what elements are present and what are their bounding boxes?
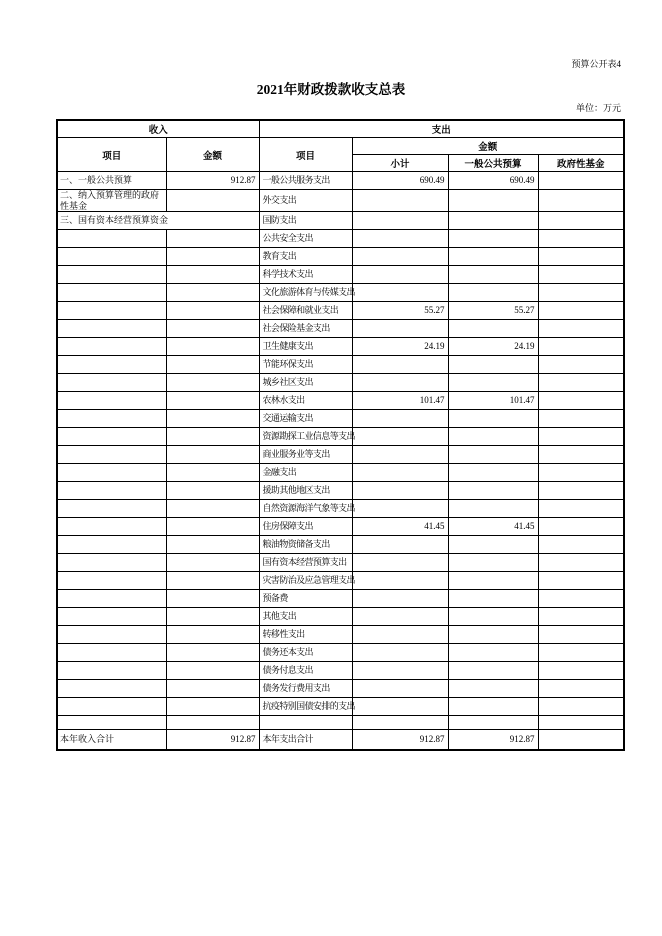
income-item-cell: 三、国有资本经营预算资金 xyxy=(57,212,259,230)
expense-general-budget-cell xyxy=(448,716,538,730)
income-amount-cell xyxy=(166,500,259,518)
income-item-cell xyxy=(57,626,166,644)
table-row xyxy=(57,482,624,500)
expense-gov-fund-cell xyxy=(538,716,624,730)
expense-amount-header: 金额 xyxy=(352,138,624,155)
income-item-cell xyxy=(57,446,166,464)
expense-item-cell: 社会保险基金支出 xyxy=(259,320,352,338)
income-item-cell xyxy=(57,410,166,428)
expense-gov-fund-cell xyxy=(538,374,624,392)
income-item-cell: 本年收入合计 xyxy=(57,730,166,751)
expense-item-cell: 国防支出 xyxy=(259,212,352,230)
expense-subtotal-cell xyxy=(352,410,448,428)
expense-subtotal-cell xyxy=(352,464,448,482)
expense-general-budget-cell: 912.87 xyxy=(448,730,538,751)
expense-gov-fund-cell xyxy=(538,518,624,536)
income-amount-cell xyxy=(166,248,259,266)
income-item-cell xyxy=(57,284,166,302)
expense-general-budget-cell xyxy=(448,374,538,392)
income-amount-cell xyxy=(166,320,259,338)
expense-subtotal-cell xyxy=(352,374,448,392)
expense-gov-fund-cell xyxy=(538,730,624,751)
expense-general-budget-cell xyxy=(448,284,538,302)
budget-table xyxy=(56,119,625,751)
expense-subtotal-cell xyxy=(352,590,448,608)
income-amount-cell xyxy=(166,410,259,428)
expense-gov-fund-cell xyxy=(538,302,624,320)
expense-item-cell: 金融支出 xyxy=(259,464,352,482)
expense-item-cell: 社会保障和就业支出 xyxy=(259,302,352,320)
expense-item-cell: 住房保障支出 xyxy=(259,518,352,536)
table-row xyxy=(57,410,624,428)
expense-general-budget-cell xyxy=(448,626,538,644)
table-row xyxy=(57,190,624,212)
expense-general-budget-cell xyxy=(448,482,538,500)
expense-gov-fund-cell xyxy=(538,410,624,428)
income-item-cell xyxy=(57,428,166,446)
expense-gov-fund-cell xyxy=(538,482,624,500)
expense-general-budget-cell xyxy=(448,536,538,554)
table-row xyxy=(57,212,624,230)
expense-item-cell: 科学技术支出 xyxy=(259,266,352,284)
income-item-cell xyxy=(57,500,166,518)
expense-gov-fund-cell xyxy=(538,428,624,446)
table-row xyxy=(57,590,624,608)
expense-subtotal-cell xyxy=(352,212,448,230)
expense-general-budget-cell xyxy=(448,500,538,518)
expense-item-header: 项目 xyxy=(259,138,352,172)
income-amount-cell xyxy=(166,302,259,320)
income-item-cell xyxy=(57,392,166,410)
expense-item-cell: 灾害防治及应急管理支出 xyxy=(259,572,352,590)
income-item-cell xyxy=(57,554,166,572)
income-amount-cell xyxy=(166,572,259,590)
income-amount-header: 金额 xyxy=(166,138,259,172)
income-amount-cell xyxy=(166,518,259,536)
expense-general-budget-cell: 41.45 xyxy=(448,518,538,536)
expense-gov-fund-cell xyxy=(538,248,624,266)
income-amount-cell xyxy=(166,590,259,608)
expense-subtotal-cell: 912.87 xyxy=(352,730,448,751)
expense-subtotal-cell xyxy=(352,572,448,590)
income-amount-cell xyxy=(166,536,259,554)
table-row xyxy=(57,302,624,320)
expense-general-budget-cell xyxy=(448,590,538,608)
expense-item-cell: 其他支出 xyxy=(259,608,352,626)
expense-gov-fund-cell xyxy=(538,446,624,464)
expense-subtotal-cell xyxy=(352,320,448,338)
income-amount-cell xyxy=(166,338,259,356)
income-amount-cell xyxy=(166,608,259,626)
income-item-cell xyxy=(57,356,166,374)
expense-item-cell: 援助其他地区支出 xyxy=(259,482,352,500)
expense-general-budget-cell xyxy=(448,446,538,464)
expense-gov-fund-cell xyxy=(538,572,624,590)
expense-general-budget-cell xyxy=(448,554,538,572)
expense-subtotal-cell: 55.27 xyxy=(352,302,448,320)
expense-subtotal-cell xyxy=(352,284,448,302)
expense-gov-fund-cell xyxy=(538,172,624,190)
income-item-cell xyxy=(57,518,166,536)
income-item-cell xyxy=(57,482,166,500)
income-item-cell xyxy=(57,230,166,248)
expense-subtotal-cell xyxy=(352,626,448,644)
expense-gov-fund-cell xyxy=(538,680,624,698)
income-amount-cell xyxy=(166,356,259,374)
expense-general-budget-cell xyxy=(448,356,538,374)
income-item-cell xyxy=(57,374,166,392)
expense-general-budget-cell xyxy=(448,410,538,428)
expense-general-budget-cell xyxy=(448,320,538,338)
income-amount-cell xyxy=(166,266,259,284)
expense-item-cell: 本年支出合计 xyxy=(259,730,352,751)
income-item-cell xyxy=(57,536,166,554)
expense-item-cell: 转移性支出 xyxy=(259,626,352,644)
income-amount-cell xyxy=(166,284,259,302)
income-amount-cell xyxy=(166,662,259,680)
expense-item-cell: 一般公共服务支出 xyxy=(259,172,352,190)
expense-item-cell: 自然资源海洋气象等支出 xyxy=(259,500,352,518)
expense-item-cell: 交通运输支出 xyxy=(259,410,352,428)
expense-item-cell: 粮油物资储备支出 xyxy=(259,536,352,554)
table-row xyxy=(57,662,624,680)
table-row xyxy=(57,554,624,572)
income-item-cell: 一、一般公共预算 xyxy=(57,172,166,190)
expense-gov-fund-cell xyxy=(538,338,624,356)
expense-subtotal-cell xyxy=(352,230,448,248)
table-row xyxy=(57,680,624,698)
income-item-cell xyxy=(57,662,166,680)
total-row xyxy=(57,730,624,751)
income-item-header: 项目 xyxy=(57,138,166,172)
expense-general-budget-cell: 24.19 xyxy=(448,338,538,356)
expense-general-budget-cell xyxy=(448,266,538,284)
doc-label: 预算公开表4 xyxy=(571,59,621,69)
income-amount-cell xyxy=(166,644,259,662)
expense-subtotal-cell xyxy=(352,680,448,698)
table-row xyxy=(57,428,624,446)
expense-item-cell: 节能环保支出 xyxy=(259,356,352,374)
income-item-cell xyxy=(57,266,166,284)
expense-subtotal-cell xyxy=(352,554,448,572)
income-item-cell xyxy=(57,338,166,356)
table-header xyxy=(57,120,624,172)
expense-gov-fund-cell xyxy=(538,284,624,302)
expense-general-budget-cell xyxy=(448,608,538,626)
income-item-cell xyxy=(57,698,166,716)
income-item-cell: 二、纳入预算管理的政府性基金 xyxy=(57,190,166,212)
expense-gov-fund-cell xyxy=(538,662,624,680)
income-item-cell xyxy=(57,644,166,662)
section-header-row xyxy=(57,120,624,138)
expense-item-cell: 债务发行费用支出 xyxy=(259,680,352,698)
table-row xyxy=(57,284,624,302)
expense-gov-fund-cell xyxy=(538,190,624,212)
expense-subtotal-cell xyxy=(352,536,448,554)
table-row xyxy=(57,572,624,590)
table-row xyxy=(57,698,624,716)
expense-gov-fund-cell xyxy=(538,356,624,374)
expense-subtotal-cell xyxy=(352,356,448,374)
table-row xyxy=(57,230,624,248)
expense-subtotal-cell xyxy=(352,266,448,284)
expense-subtotal-cell xyxy=(352,662,448,680)
income-amount-cell xyxy=(166,230,259,248)
income-item-cell xyxy=(57,320,166,338)
expense-subtotal-cell xyxy=(352,482,448,500)
expense-item-cell: 卫生健康支出 xyxy=(259,338,352,356)
expense-gov-fund-cell xyxy=(538,500,624,518)
income-item-cell xyxy=(57,464,166,482)
expense-subtotal-cell xyxy=(352,608,448,626)
table-row xyxy=(57,626,624,644)
expense-gov-fund-cell xyxy=(538,698,624,716)
table-row xyxy=(57,320,624,338)
table-row xyxy=(57,266,624,284)
income-item-cell xyxy=(57,302,166,320)
subtotal-header: 小计 xyxy=(352,155,448,172)
expense-gov-fund-cell xyxy=(538,212,624,230)
expense-general-budget-cell xyxy=(448,680,538,698)
expense-section-header: 支出 xyxy=(259,120,624,138)
expense-item-cell: 公共安全支出 xyxy=(259,230,352,248)
expense-item-cell: 商业服务业等支出 xyxy=(259,446,352,464)
expense-item-cell: 外交支出 xyxy=(259,190,352,212)
income-amount-cell xyxy=(166,698,259,716)
income-amount-cell xyxy=(166,482,259,500)
expense-subtotal-cell xyxy=(352,248,448,266)
expense-item-cell: 债务还本支出 xyxy=(259,644,352,662)
income-item-cell xyxy=(57,248,166,266)
expense-gov-fund-cell xyxy=(538,392,624,410)
table-row xyxy=(57,536,624,554)
expense-gov-fund-cell xyxy=(538,266,624,284)
income-item-cell xyxy=(57,572,166,590)
income-section-header: 收入 xyxy=(57,120,259,138)
expense-subtotal-cell xyxy=(352,190,448,212)
empty-row xyxy=(57,716,624,730)
table-row xyxy=(57,446,624,464)
expense-gov-fund-cell xyxy=(538,464,624,482)
expense-general-budget-cell: 55.27 xyxy=(448,302,538,320)
table-row xyxy=(57,374,624,392)
income-amount-cell xyxy=(166,626,259,644)
expense-gov-fund-cell xyxy=(538,644,624,662)
income-amount-cell xyxy=(166,554,259,572)
page-title: 2021年财政拨款收支总表 xyxy=(256,82,406,97)
expense-gov-fund-cell xyxy=(538,536,624,554)
income-amount-cell xyxy=(166,446,259,464)
income-amount-cell xyxy=(166,190,259,212)
table-row xyxy=(57,172,624,190)
expense-general-budget-cell xyxy=(448,190,538,212)
expense-item-cell: 国有资本经营预算支出 xyxy=(259,554,352,572)
column-header-row-1 xyxy=(57,138,624,155)
expense-gov-fund-cell xyxy=(538,554,624,572)
expense-item-cell: 债务付息支出 xyxy=(259,662,352,680)
income-amount-cell xyxy=(166,392,259,410)
expense-item-cell: 资源勘探工业信息等支出 xyxy=(259,428,352,446)
expense-subtotal-cell: 101.47 xyxy=(352,392,448,410)
expense-general-budget-cell xyxy=(448,662,538,680)
income-item-cell xyxy=(57,590,166,608)
income-item-cell xyxy=(57,716,166,730)
table-row xyxy=(57,392,624,410)
expense-subtotal-cell xyxy=(352,716,448,730)
table-row xyxy=(57,338,624,356)
expense-subtotal-cell xyxy=(352,644,448,662)
expense-gov-fund-cell xyxy=(538,608,624,626)
general-budget-header: 一般公共预算 xyxy=(448,155,538,172)
expense-item-cell: 城乡社区支出 xyxy=(259,374,352,392)
table-row xyxy=(57,248,624,266)
unit-label: 单位：万元 xyxy=(575,103,621,113)
table-row xyxy=(57,644,624,662)
income-item-cell xyxy=(57,608,166,626)
expense-gov-fund-cell xyxy=(538,230,624,248)
expense-subtotal-cell xyxy=(352,446,448,464)
expense-subtotal-cell xyxy=(352,698,448,716)
expense-general-budget-cell xyxy=(448,464,538,482)
expense-item-cell: 文化旅游体育与传媒支出 xyxy=(259,284,352,302)
income-amount-cell: 912.87 xyxy=(166,172,259,190)
income-amount-cell xyxy=(166,716,259,730)
table-row xyxy=(57,608,624,626)
expense-general-budget-cell xyxy=(448,698,538,716)
expense-item-cell: 抗疫特别国债安排的支出 xyxy=(259,698,352,716)
income-amount-cell: 912.87 xyxy=(166,730,259,751)
expense-general-budget-cell xyxy=(448,428,538,446)
expense-general-budget-cell: 101.47 xyxy=(448,392,538,410)
table-row xyxy=(57,518,624,536)
expense-gov-fund-cell xyxy=(538,590,624,608)
expense-item-cell: 教育支出 xyxy=(259,248,352,266)
expense-item-cell: 农林水支出 xyxy=(259,392,352,410)
gov-fund-header: 政府性基金 xyxy=(538,155,624,172)
expense-item-cell xyxy=(259,716,352,730)
expense-subtotal-cell: 690.49 xyxy=(352,172,448,190)
expense-subtotal-cell xyxy=(352,428,448,446)
expense-subtotal-cell: 41.45 xyxy=(352,518,448,536)
table-row xyxy=(57,356,624,374)
expense-gov-fund-cell xyxy=(538,626,624,644)
income-amount-cell xyxy=(166,428,259,446)
expense-general-budget-cell xyxy=(448,572,538,590)
income-amount-cell xyxy=(166,374,259,392)
income-item-cell xyxy=(57,680,166,698)
table-body xyxy=(57,172,624,751)
expense-item-cell: 预备费 xyxy=(259,590,352,608)
expense-general-budget-cell: 690.49 xyxy=(448,172,538,190)
table-row xyxy=(57,464,624,482)
expense-general-budget-cell xyxy=(448,644,538,662)
expense-general-budget-cell xyxy=(448,212,538,230)
expense-gov-fund-cell xyxy=(538,320,624,338)
expense-subtotal-cell: 24.19 xyxy=(352,338,448,356)
expense-general-budget-cell xyxy=(448,248,538,266)
income-amount-cell xyxy=(166,464,259,482)
expense-general-budget-cell xyxy=(448,230,538,248)
income-amount-cell xyxy=(166,680,259,698)
table-row xyxy=(57,500,624,518)
expense-subtotal-cell xyxy=(352,500,448,518)
